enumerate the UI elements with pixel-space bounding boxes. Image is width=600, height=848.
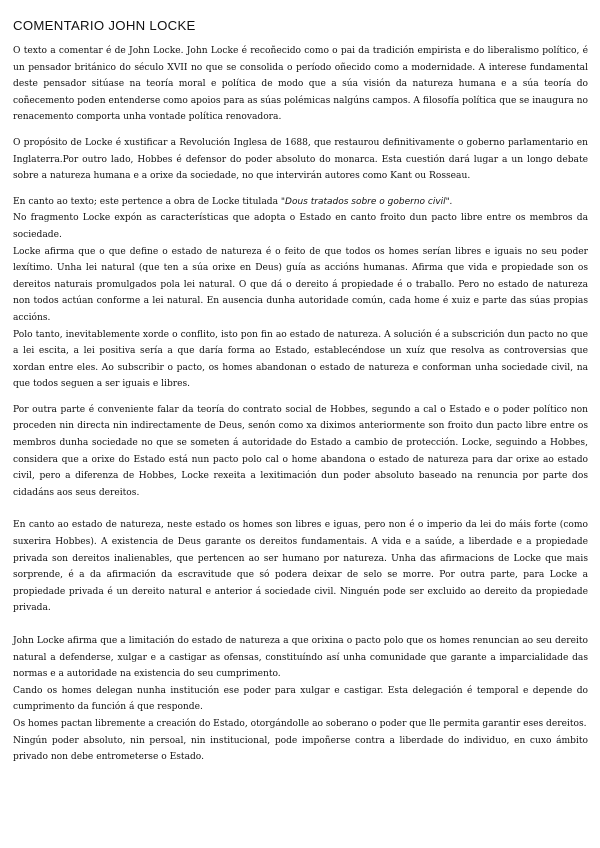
paragraph-state-of-nature: Locke afirma que o que define o estado de natureza é o feito de que todos os homes serían libres e iguais no seu poder lexítimo. Unha lei natural (que ten a súa orixe en Deus) guía as accións humanas. Afirma que vida e propiedade son os dereitos naturais promulgados pola lei natural. O que dá o dereito á propiedade é o traballo. Pero no estado de natureza non todos actúan conforme a lei natural. En ausencia dunha autoridade común, cada home é xuiz e parte das súas propias accións.	[13, 246, 588, 323]
paragraph-fragment: No fragmento Locke expón as características que adopta o Estado en canto froito dun pacto libre entre os membros da sociedade.	[13, 213, 588, 240]
paragraph-hobbes: Por outra parte é conveniente falar da teoría do contrato social de Hobbes, segundo a cal o Estado e o poder político non proceden nin directa nin indirectamente de Deus, senón como xa diximos anteriormente son froito dun pacto libre entre os membros dunha sociedade no que se someten á autoridade do Estado a cambio de protección. Locke, seguindo a Hobbes, considera que a orixe do Estado está nun pacto polo cal o home abandona o estado de natureza para dar orixe ao estado civil, pero a diferenza de Hobbes, Locke rexeita a lexitimación dun poder absoluto baseado na renuncia por parte dos cidadáns aos seus dereitos.	[13, 404, 588, 498]
paragraph-delegation: Cando os homes delegan nunha institución ese poder para xulgar e castigar. Esta delegación é temporal e depende do cumprimento da función á que responde.	[13, 685, 588, 713]
paragraph-no-absolute-power: Ningún poder absoluto, nin persoal, nin institucional, pode impoñerse contra a liberdade do individuo, en cuxo ámbito privado non debe entrometerse o Estado.	[13, 735, 588, 763]
document-title: COMENTARIO JOHN LOCKE	[13, 18, 196, 33]
paragraph-natural-rights: En canto ao estado de natureza, neste estado os homes son libres e iguas, pero non é o imperio da lei do máis forte (como suxerira Hobbes). A existencia de Deus garante os dereitos fundamentais. A vida e a saúde, a liberdade e a propiedade privada son dereitos inalienables, que pertencen ao ser humano por natureza. Unha das afirmacions de Locke que mais sorprende, é a da afirmación da escravitude que só podera deixar de selo se morre. Por outra parte, para Locke a propiedade privada é un dereito natural e anterior á sociedade civil. Ninguén pode ser excluido ao dereito da propiedade privada.	[13, 520, 588, 614]
paragraph-conflict: Polo tanto, inevitablemente xorde o conflito, isto pon fin ao estado de natureza. A solución é a subscrición dun pacto no que a lei escita, a lei positiva sería a que daría forma ao Estado, establecéndose un xuíz que resolva as controversias que xordan entre eles. Ao subscribir o pacto, os homes abandonan o estado de natureza e conforman unha sociedade civil, na que todos seguen a ser iguais e libres.	[13, 329, 588, 390]
paragraph-pact: Os homes pactan libremente a creación do Estado, otorgándolle ao soberano o poder que lle permita garantir eses dereitos.	[13, 718, 587, 729]
work-title: "Dous tratados sobre o goberno civil".	[280, 196, 453, 207]
paragraph-limitation: John Locke afirma que a limitación do estado de natureza a que orixina o pacto polo que os homes renuncian ao seu dereito natural a defenderse, xulgar e a castigar as ofensas, constituíndo así unha comunidade que garante a imparcialidade das normas e a autoridade na existencia do seu cumprimento.	[13, 636, 588, 680]
paragraph-work-reference	[13, 194, 588, 211]
work-reference-text: En canto ao texto; este pertence a obra de Locke titulada	[13, 196, 281, 207]
paragraph-purpose: O propósito de Locke é xustificar a Revolución Inglesa de 1688, que restaurou definitivamente o goberno parlamentario en Inglaterra.Por outro lado, Hobbes é defensor do poder absoluto do monarca. Esta cuestión dará lugar a un longo debate sobre a natureza humana e a orixe da sociedade, no que intervirán autores como Kant ou Rosseau.	[13, 137, 588, 182]
paragraph-intro: O texto a comentar é de John Locke. John Locke é recoñecido como o pai da tradición empirista e do liberalismo político, é un pensador británico do século XVII no que se consolida o período oñecido como a modernidade. A interese fundamental deste pensador sitúase na teoría moral e política de modo que a súa visión da natureza humana e a súa teoría do coñecemento poden entenderse como apoios para as súas polémicas nalgúns campos. A filosofía política que se inaugura no renacemento comporta unha vontade política renovadora.	[13, 46, 588, 123]
